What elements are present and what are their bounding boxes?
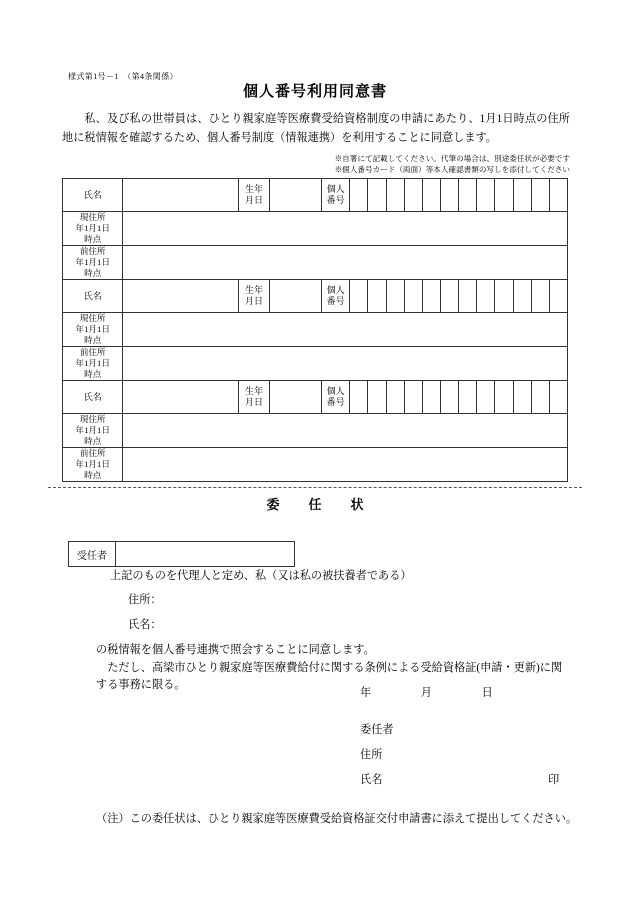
label-dob-line2: 月日 [244, 195, 263, 205]
mynumber-digit-box[interactable] [531, 280, 549, 313]
table-row [63, 280, 568, 313]
input-current-address[interactable] [123, 313, 568, 347]
label-dob [239, 381, 269, 414]
label-mynumber-line2: 番号 [326, 397, 345, 407]
input-previous-address[interactable] [123, 246, 568, 280]
label-current-address-line2: 年1月1日 [75, 324, 110, 334]
mynumber-digit-box[interactable] [495, 381, 513, 414]
label-current-address-line3: 時点 [84, 436, 102, 446]
proxy-section-title: 委 任 状 [266, 497, 372, 512]
label-name: 氏名 [63, 381, 123, 414]
mynumber-digit-box[interactable] [477, 280, 495, 313]
table-row [63, 448, 568, 482]
mynumber-digit-box[interactable] [459, 381, 477, 414]
input-delegate[interactable] [116, 542, 295, 567]
mynumber-digit-box[interactable] [531, 381, 549, 414]
household-members-table [62, 178, 568, 482]
label-current-address-line3: 時点 [84, 234, 102, 244]
line-consent: の税情報を個人番号連携で照会することに同意します。 [96, 644, 375, 656]
mynumber-digit-box[interactable] [513, 381, 531, 414]
label-day: 日 [481, 687, 493, 699]
label-current-address-line2: 年1月1日 [75, 425, 110, 435]
input-current-address[interactable] [123, 414, 568, 448]
label-current-address-line1: 現住所 [79, 414, 106, 424]
mynumber-digit-box[interactable] [386, 381, 404, 414]
input-name[interactable] [123, 179, 239, 212]
mynumber-digit-box[interactable] [495, 280, 513, 313]
label-dob-line2: 月日 [244, 397, 263, 407]
table-row [63, 212, 568, 246]
label-name: 氏名 [63, 280, 123, 313]
label-dob [239, 179, 269, 212]
label-current-address [63, 313, 123, 347]
input-dob[interactable] [269, 179, 321, 212]
mynumber-digit-box[interactable] [350, 381, 368, 414]
page-title: 個人番号利用同意書 [242, 84, 387, 100]
input-name[interactable] [123, 280, 239, 313]
table-row [63, 179, 568, 212]
input-name[interactable] [123, 381, 239, 414]
mynumber-digit-box[interactable] [368, 179, 386, 212]
label-previous-address [63, 246, 123, 280]
mynumber-digit-box[interactable] [422, 280, 440, 313]
mynumber-digit-box[interactable] [459, 280, 477, 313]
mynumber-digit-box[interactable] [477, 179, 495, 212]
label-mynumber-line1: 個人 [326, 386, 345, 396]
label-delegate: 受任者 [69, 542, 116, 567]
label-previous-address-line2: 年1月1日 [75, 257, 110, 267]
table-row [63, 414, 568, 448]
table-row [63, 347, 568, 381]
mynumber-digit-box[interactable] [549, 179, 567, 212]
label-previous-address-line3: 時点 [84, 470, 102, 480]
label-dob [239, 280, 269, 313]
cut-divider [48, 487, 582, 488]
input-previous-address[interactable] [123, 448, 568, 482]
mynumber-digit-box[interactable] [368, 381, 386, 414]
input-dob[interactable] [269, 381, 321, 414]
input-previous-address[interactable] [123, 347, 568, 381]
label-previous-address [63, 448, 123, 482]
label-previous-address-line3: 時点 [84, 369, 102, 379]
mynumber-digit-box[interactable] [404, 179, 422, 212]
label-mynumber-line2: 番号 [326, 195, 345, 205]
label-previous-address-line2: 年1月1日 [75, 358, 110, 368]
label-previous-address [63, 347, 123, 381]
label-current-address-line1: 現住所 [79, 212, 106, 222]
label-year: 年 [360, 687, 372, 699]
label-mynumber-line1: 個人 [326, 184, 345, 194]
label-previous-address-line1: 前住所 [79, 448, 106, 458]
label-current-address-line1: 現住所 [79, 313, 106, 323]
line-designate-proxy: 上記のものを代理人と定め、私（又は私の被扶養者である） [110, 570, 412, 582]
mynumber-digit-box[interactable] [440, 179, 458, 212]
label-previous-address-line3: 時点 [84, 268, 102, 278]
label-delegator-address: 住所 [360, 749, 383, 761]
mynumber-digit-box[interactable] [513, 179, 531, 212]
signature-date-row [360, 681, 493, 706]
label-current-address [63, 212, 123, 246]
label-previous-address-line1: 前住所 [79, 246, 106, 256]
label-dob-line1: 生年 [244, 386, 263, 396]
mynumber-digit-box[interactable] [386, 179, 404, 212]
label-mynumber [322, 381, 350, 414]
note-line-1: ※自署にて記載してください。代筆の場合は、別途委任状が必要です [334, 154, 570, 163]
form-number: 様式第1号－1 （第4条関係） [68, 72, 178, 81]
line-limitation: ただし、高梁市ひとり親家庭等医療費給付に関する条例による受給資格証(申請・更新)に関する事務に限る。 [96, 662, 563, 691]
label-current-address-line2: 年1月1日 [75, 223, 110, 233]
label-proxy-address: 住所： [128, 594, 162, 606]
input-dob[interactable] [269, 280, 321, 313]
final-note: （注）この委任状は、ひとり親家庭等医療費受給資格証交付申請書に添えて提出してください。 [96, 813, 578, 825]
label-mynumber-line1: 個人 [326, 285, 345, 295]
table-row [63, 246, 568, 280]
table-row [69, 542, 295, 567]
label-dob-line2: 月日 [244, 296, 263, 306]
mynumber-digit-box[interactable] [477, 381, 495, 414]
label-delegator: 委任者 [360, 724, 394, 736]
label-month: 月 [420, 687, 432, 699]
mynumber-digit-box[interactable] [422, 381, 440, 414]
table-row [63, 313, 568, 347]
mynumber-digit-box[interactable] [404, 280, 422, 313]
intro-paragraph: 私、及び私の世帯員は、ひとり親家庭等医療費受給資格制度の申請にあたり、1月1日時点の住所地に税情報を確認するため、個人番号制度（情報連携）を利用することに同意します。 [62, 113, 570, 144]
mynumber-digit-box[interactable] [513, 280, 531, 313]
mynumber-digit-box[interactable] [350, 280, 368, 313]
label-mynumber [322, 179, 350, 212]
mynumber-digit-box[interactable] [422, 179, 440, 212]
mynumber-digit-box[interactable] [440, 381, 458, 414]
seal-label: 印 [548, 774, 560, 786]
delegate-table [68, 541, 295, 567]
mynumber-digit-box[interactable] [404, 381, 422, 414]
label-name: 氏名 [63, 179, 123, 212]
delegator-name-row [360, 768, 560, 793]
mynumber-digit-box[interactable] [368, 280, 386, 313]
label-current-address [63, 414, 123, 448]
input-current-address[interactable] [123, 212, 568, 246]
label-previous-address-line2: 年1月1日 [75, 459, 110, 469]
mynumber-digit-box[interactable] [531, 179, 549, 212]
mynumber-digit-box[interactable] [386, 280, 404, 313]
mynumber-digit-box[interactable] [495, 179, 513, 212]
label-delegator-name: 氏名 [360, 774, 383, 786]
signature-block [360, 681, 560, 793]
label-previous-address-line1: 前住所 [79, 347, 106, 357]
mynumber-digit-box[interactable] [549, 381, 567, 414]
table-row [63, 381, 568, 414]
label-mynumber-line2: 番号 [326, 296, 345, 306]
mynumber-digit-box[interactable] [440, 280, 458, 313]
label-dob-line1: 生年 [244, 184, 263, 194]
label-current-address-line3: 時点 [84, 335, 102, 345]
mynumber-digit-box[interactable] [549, 280, 567, 313]
mynumber-digit-box[interactable] [459, 179, 477, 212]
mynumber-digit-box[interactable] [350, 179, 368, 212]
label-dob-line1: 生年 [244, 285, 263, 295]
label-proxy-name: 氏名： [128, 619, 162, 631]
label-mynumber [322, 280, 350, 313]
note-line-2: ※個人番号カード（両面）等本人確認書類の写しを添付してください [334, 164, 570, 174]
notes-block [62, 154, 570, 175]
